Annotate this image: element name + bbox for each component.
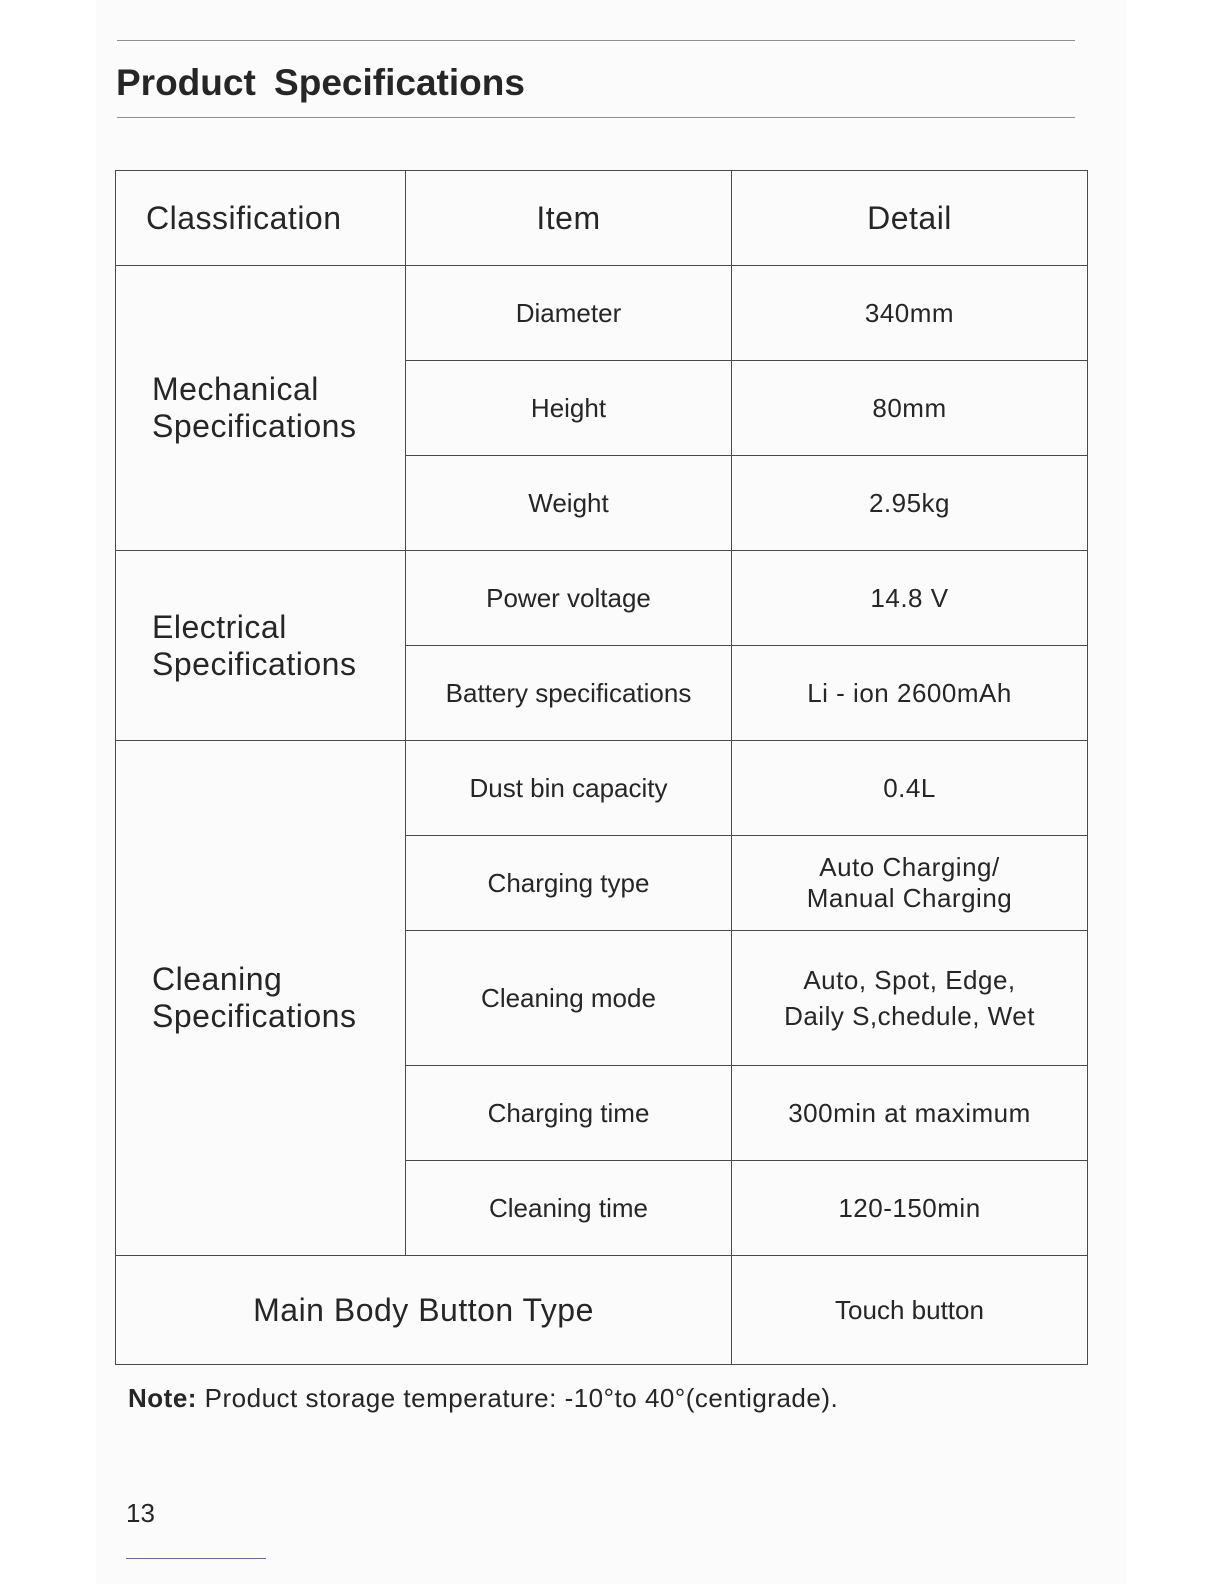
classification-mechanical — [116, 266, 406, 551]
header-classification: Classification — [116, 171, 406, 266]
detail-charging-time — [732, 1066, 1088, 1161]
detail-diameter — [732, 266, 1088, 361]
detail-line: 0.4L — [883, 772, 936, 803]
table-row — [116, 741, 1088, 836]
item-charging-time: Charging time — [406, 1066, 732, 1161]
detail-line: 300min at maximum — [788, 1097, 1031, 1128]
detail-line: Auto, Spot, Edge, — [803, 965, 1016, 995]
classification-electrical — [116, 551, 406, 741]
item-power-voltage: Power voltage — [406, 551, 732, 646]
table-row — [116, 551, 1088, 646]
detail-line: Daily S,chedule, Wet — [784, 1001, 1035, 1031]
title-top-rule — [117, 40, 1075, 41]
detail-cleaning-time — [732, 1161, 1088, 1256]
header-detail: Detail — [732, 171, 1088, 266]
detail-line: 120-150min — [838, 1192, 981, 1223]
table-row — [116, 266, 1088, 361]
page-title: Product Specifications — [116, 62, 525, 103]
page-number-underline — [126, 1558, 266, 1559]
item-battery-specifications: Battery specifications — [406, 646, 732, 741]
item-height: Height — [406, 361, 732, 456]
page-number: 13 — [126, 1498, 155, 1528]
detail-line: 14.8 V — [870, 582, 949, 613]
classification-line: Specifications — [152, 408, 357, 444]
specifications-table — [115, 170, 1088, 1365]
header-item: Item — [406, 171, 732, 266]
detail-line: Li - ion 2600mAh — [807, 677, 1012, 708]
classification-cleaning — [116, 741, 406, 1256]
detail-weight — [732, 456, 1088, 551]
item-dust-bin-capacity: Dust bin capacity — [406, 741, 732, 836]
detail-line: Auto Charging/ — [819, 852, 1000, 882]
classification-line: Cleaning — [152, 961, 283, 997]
title-bottom-rule — [117, 117, 1075, 118]
detail-line: 2.95kg — [868, 487, 951, 518]
detail-battery-specifications — [732, 646, 1088, 741]
detail-cleaning-mode — [732, 931, 1088, 1066]
classification-line: Specifications — [152, 645, 357, 682]
item-weight: Weight — [406, 456, 732, 551]
detail-height — [732, 361, 1088, 456]
note-label: Note: — [128, 1383, 197, 1413]
main-body-button-type-value: Touch button — [732, 1256, 1088, 1365]
classification-line: Mechanical — [152, 371, 319, 407]
item-cleaning-mode: Cleaning mode — [406, 931, 732, 1066]
detail-line: 340mm — [864, 297, 955, 328]
detail-dust-bin-capacity — [732, 741, 1088, 836]
detail-charging-type — [732, 836, 1088, 931]
main-body-button-type-label: Main Body Button Type — [116, 1256, 732, 1365]
detail-line: Manual Charging — [806, 883, 1013, 913]
classification-line: Electrical — [152, 608, 287, 645]
storage-note — [128, 1383, 838, 1414]
detail-line: 80mm — [872, 392, 947, 423]
table-footer-row — [116, 1256, 1088, 1365]
table-header-row — [116, 171, 1088, 266]
item-charging-type: Charging type — [406, 836, 732, 931]
classification-line: Specifications — [152, 998, 357, 1034]
detail-power-voltage — [732, 551, 1088, 646]
item-cleaning-time: Cleaning time — [406, 1161, 732, 1256]
note-text: Product storage temperature: -10°to 40°(centigrade). — [196, 1383, 839, 1413]
item-diameter: Diameter — [406, 266, 732, 361]
